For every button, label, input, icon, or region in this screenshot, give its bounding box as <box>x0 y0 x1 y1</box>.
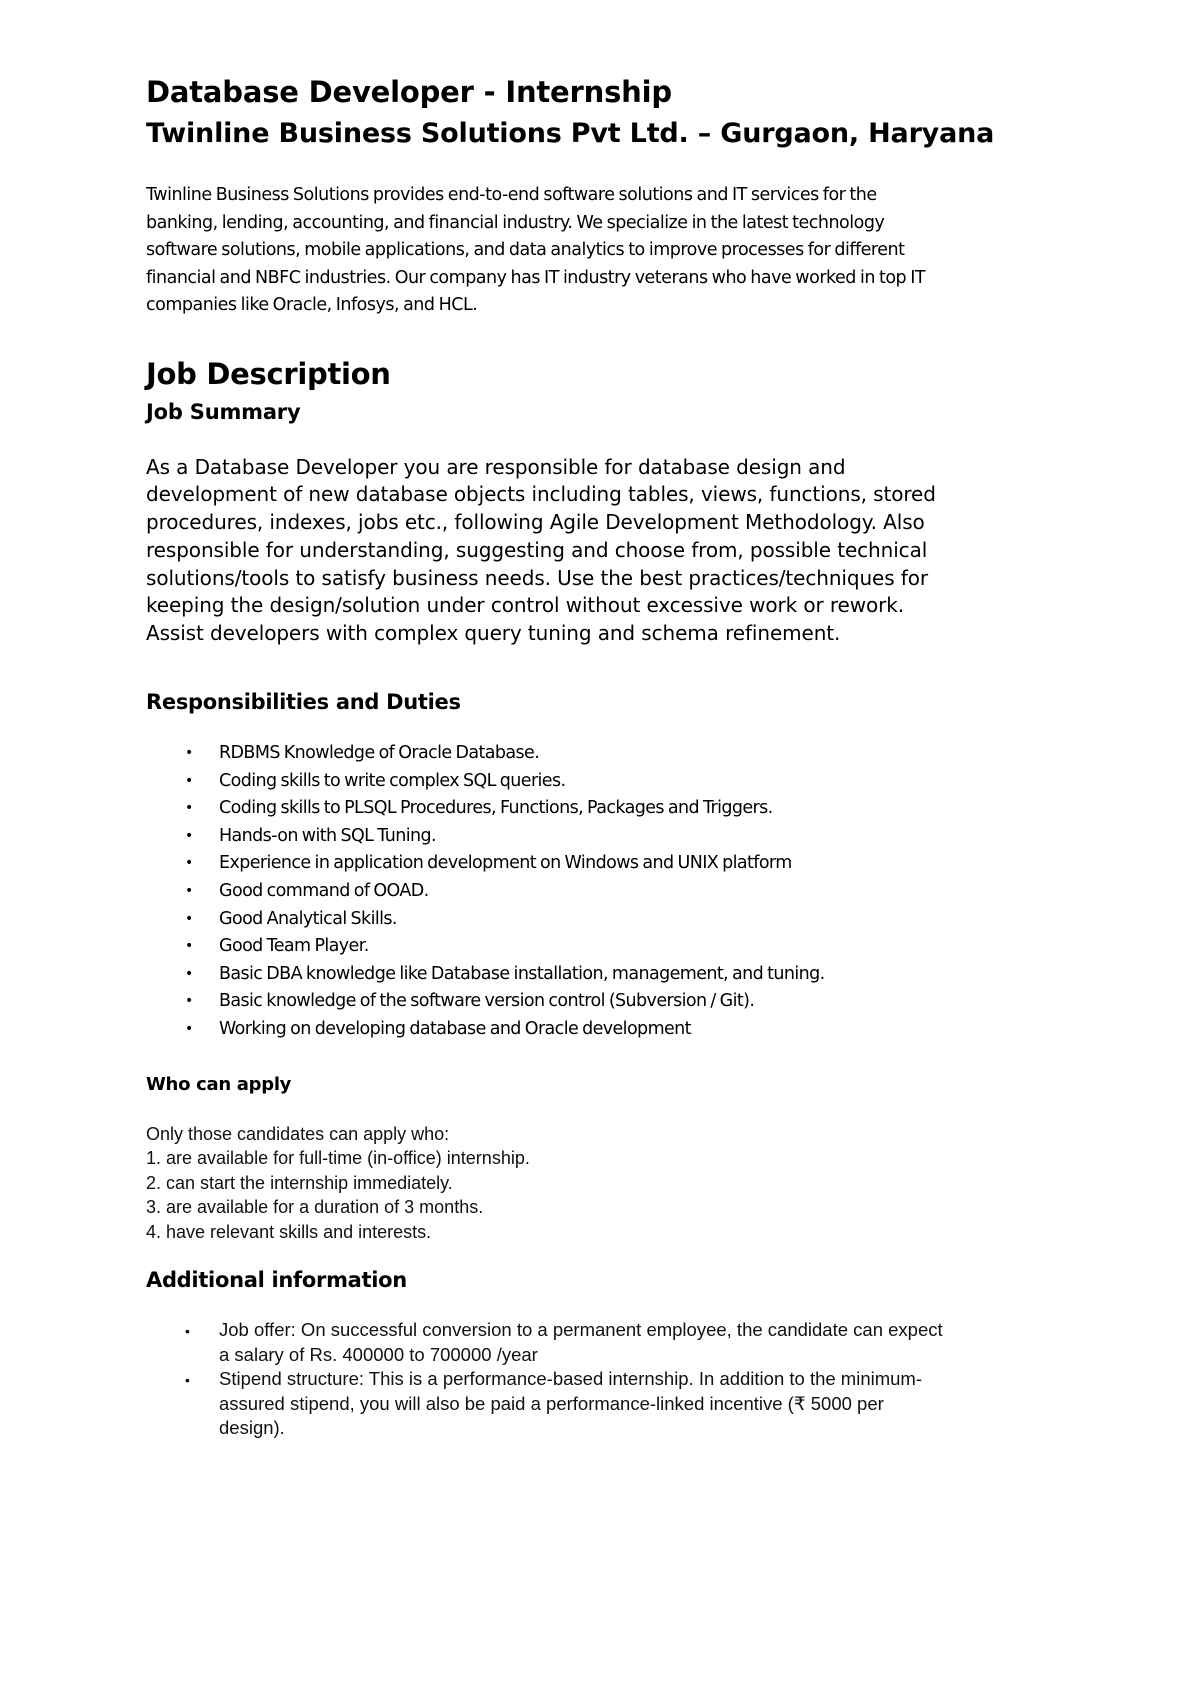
bullet-icon: • <box>185 745 193 762</box>
list-item-line: Stipend structure: This is a performance-based internship. In addition to the minimum- <box>219 1368 922 1390</box>
list-item <box>146 906 1066 934</box>
apply-line: 1. are available for full-time (in-office) internship. <box>146 1148 530 1169</box>
list-item-text: Good Team Player. <box>219 936 369 957</box>
bullet-icon: • <box>185 965 193 982</box>
list-item-text: Basic DBA knowledge like Database installation, management, and tuning. <box>219 963 825 984</box>
job-summary-heading: Job Summary <box>146 399 301 424</box>
apply-line: 2. can start the internship immediately. <box>146 1172 453 1193</box>
bullet-icon: • <box>185 1323 190 1340</box>
bullet-icon: • <box>185 1372 190 1389</box>
list-item-text: Experience in application development on Windows and UNIX platform <box>219 853 792 874</box>
company-intro <box>146 182 1066 320</box>
list-item <box>146 850 1066 878</box>
job-description-heading: Job Description <box>146 356 391 391</box>
list-item-line: assured stipend, you will also be paid a performance-linked incentive (₹ 5000 per <box>219 1392 884 1414</box>
who-can-apply-heading: Who can apply <box>146 1073 292 1095</box>
summary-line: Assist developers with complex query tuning and schema refinement. <box>146 621 841 646</box>
list-item-text: RDBMS Knowledge of Oracle Database. <box>219 743 540 764</box>
who-can-apply-list <box>146 1122 1066 1245</box>
summary-line: solutions/tools to satisfy business needs. Use the best practices/techniques for <box>146 565 929 590</box>
list-item-text: Good Analytical Skills. <box>219 908 397 929</box>
apply-line: 3. are available for a duration of 3 months. <box>146 1197 484 1218</box>
bullet-icon: • <box>185 993 193 1010</box>
list-item <box>146 740 1066 768</box>
list-item-text: Working on developing database and Oracle development <box>219 1019 691 1040</box>
bullet-icon: • <box>185 910 193 927</box>
bullet-icon: • <box>185 827 193 844</box>
list-item-text: Good command of OOAD. <box>219 881 429 902</box>
list-item <box>146 823 1066 851</box>
list-item <box>146 933 1066 961</box>
intro-line: software solutions, mobile applications, and data analytics to improve processes for different <box>146 240 905 260</box>
list-item <box>146 878 1066 906</box>
summary-line: development of new database objects including tables, views, functions, stored <box>146 482 936 507</box>
summary-line: As a Database Developer you are responsible for database design and <box>146 454 846 479</box>
bullet-icon: • <box>185 938 193 955</box>
list-item-line: design). <box>219 1417 285 1439</box>
list-item-text: Coding skills to write complex SQL queries. <box>219 770 566 791</box>
responsibilities-list <box>146 740 1066 1044</box>
list-item-line: Job offer: On successful conversion to a permanent employee, the candidate can expect <box>219 1319 943 1341</box>
intro-line: Twinline Business Solutions provides end-to-end software solutions and IT services for the <box>146 185 877 205</box>
company-location: Twinline Business Solutions Pvt Ltd. – Gurgaon, Haryana <box>146 118 995 149</box>
summary-line: responsible for understanding, suggesting and choose from, possible technical <box>146 537 928 562</box>
list-item <box>146 1367 1066 1441</box>
list-item <box>146 961 1066 989</box>
additional-information-heading: Additional information <box>146 1268 407 1293</box>
list-item-text: Hands-on with SQL Tuning. <box>219 825 436 846</box>
list-item <box>146 795 1066 823</box>
bullet-icon: • <box>185 883 193 900</box>
bullet-icon: • <box>185 855 193 872</box>
apply-line: 4. have relevant skills and interests. <box>146 1221 432 1242</box>
additional-information-list <box>146 1318 1066 1441</box>
list-item-text: Coding skills to PLSQL Procedures, Functions, Packages and Triggers. <box>219 798 773 819</box>
intro-line: banking, lending, accounting, and financial industry. We specialize in the latest technology <box>146 212 885 233</box>
job-summary <box>146 454 1066 649</box>
document-page <box>146 70 1066 1441</box>
list-item-line: a salary of Rs. 400000 to 700000 /year <box>219 1343 538 1365</box>
list-item-text: Basic knowledge of the software version control (Subversion / Git). <box>219 991 755 1012</box>
job-title: Database Developer - Internship <box>146 75 672 109</box>
list-item <box>146 988 1066 1016</box>
list-item <box>146 1318 1066 1367</box>
responsibilities-heading: Responsibilities and Duties <box>146 690 461 715</box>
bullet-icon: • <box>185 800 193 817</box>
intro-line: companies like Oracle, Infosys, and HCL. <box>146 295 478 315</box>
bullet-icon: • <box>185 1021 193 1038</box>
summary-line: keeping the design/solution under control without excessive work or rework. <box>146 593 904 618</box>
list-item <box>146 768 1066 796</box>
intro-line: financial and NBFC industries. Our company has IT industry veterans who have worked in top IT <box>146 267 926 288</box>
apply-line: Only those candidates can apply who: <box>146 1123 450 1144</box>
list-item <box>146 1016 1066 1044</box>
bullet-icon: • <box>185 772 193 789</box>
summary-line: procedures, indexes, jobs etc., following Agile Development Methodology. Also <box>146 510 925 535</box>
